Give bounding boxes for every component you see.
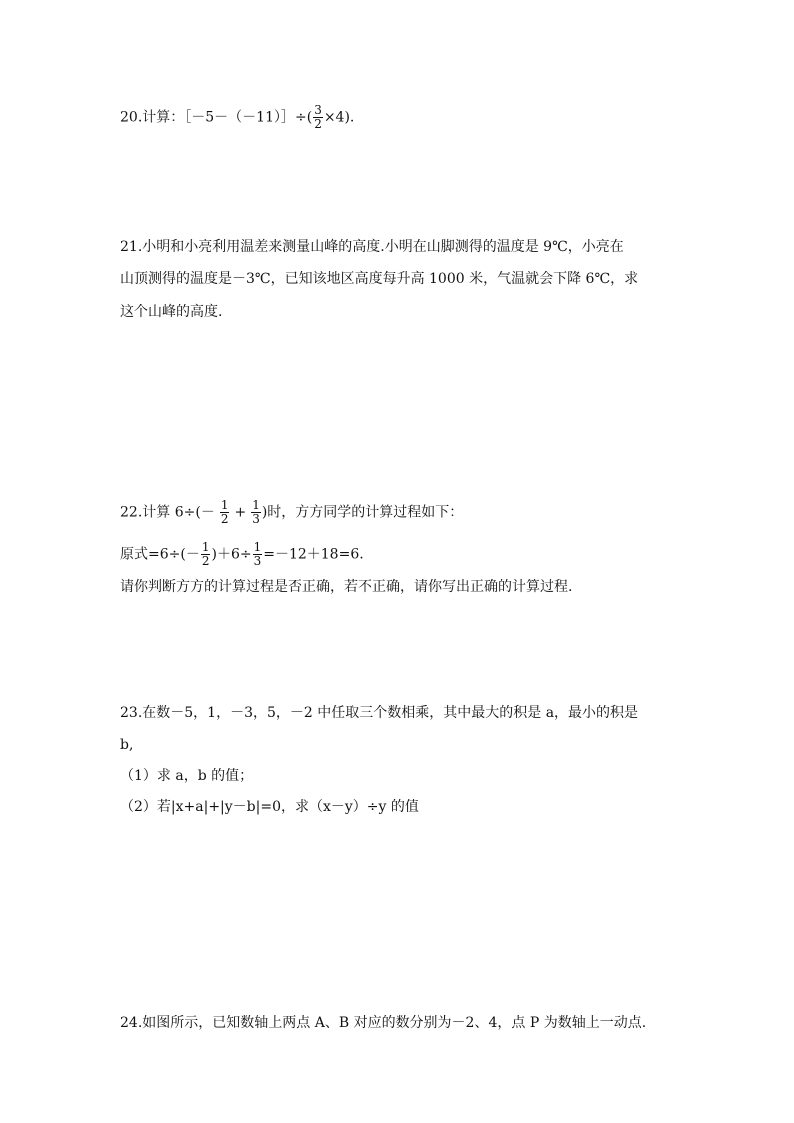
q22-line-3: 请你判断方方的计算过程是否正确，若不正确，请你写出正确的计算过程. bbox=[120, 579, 573, 595]
frac-denominator: 2 bbox=[220, 512, 229, 526]
q23-line-4: （2）若|x+a|+|y－b|=0，求（x－y）÷y 的值 bbox=[120, 799, 419, 815]
q22-line-2 bbox=[120, 540, 364, 568]
q23-line-1: 23.在数－5，1，－3，5，－2 中任取三个数相乘，其中最大的积是 a，最小的积是 bbox=[120, 705, 639, 721]
frac-numerator: 3 bbox=[314, 103, 322, 117]
q20-suffix: ×4). bbox=[323, 109, 355, 126]
q22-text-c: =－12＋18=6. bbox=[263, 546, 364, 563]
q22-text-a: 22.计算 6÷(－ bbox=[120, 504, 215, 521]
q22-fraction-1 bbox=[220, 499, 230, 526]
q20-fraction bbox=[313, 104, 323, 131]
q21-line-2: 山顶测得的温度是－3℃，已知该地区高度每升高 1000 米，气温就会下降 6℃，求 bbox=[120, 271, 639, 287]
frac-numerator: 1 bbox=[220, 498, 229, 512]
frac-denominator: 2 bbox=[314, 117, 322, 131]
q24-line-1: 24.如图所示，已知数轴上两点 A、B 对应的数分别为－2、4，点 P 为数轴上一动点. bbox=[120, 1015, 647, 1031]
q22-text-c: )时，方方同学的计算过程如下： bbox=[261, 504, 464, 521]
frac-denominator: 3 bbox=[253, 554, 262, 568]
q20-line bbox=[120, 103, 355, 131]
q22-line-1 bbox=[120, 498, 464, 526]
q22-text-a: 原式=6÷(－ bbox=[120, 546, 200, 563]
q23-line-2: b, bbox=[120, 737, 134, 753]
frac-numerator: 1 bbox=[201, 540, 210, 554]
q21-line-3: 这个山峰的高度. bbox=[120, 304, 223, 320]
frac-denominator: 3 bbox=[252, 512, 260, 526]
q22-plus: + bbox=[234, 504, 247, 521]
q21-line-1: 21.小明和小亮利用温差来测量山峰的高度.小明在山脚测得的温度是 9℃，小亮在 bbox=[120, 239, 624, 255]
frac-numerator: 1 bbox=[252, 498, 260, 512]
q22-fraction-2 bbox=[251, 499, 261, 526]
frac-denominator: 2 bbox=[201, 554, 210, 568]
q20-prefix: 20.计算：［－5－（－11）］÷( bbox=[120, 109, 313, 126]
frac-numerator: 1 bbox=[253, 540, 262, 554]
q22-fraction-3 bbox=[201, 541, 211, 568]
q22-fraction-4 bbox=[253, 541, 263, 568]
q23-line-3: （1）求 a，b 的值； bbox=[120, 768, 254, 784]
q22-text-b: )＋6÷ bbox=[211, 546, 252, 563]
